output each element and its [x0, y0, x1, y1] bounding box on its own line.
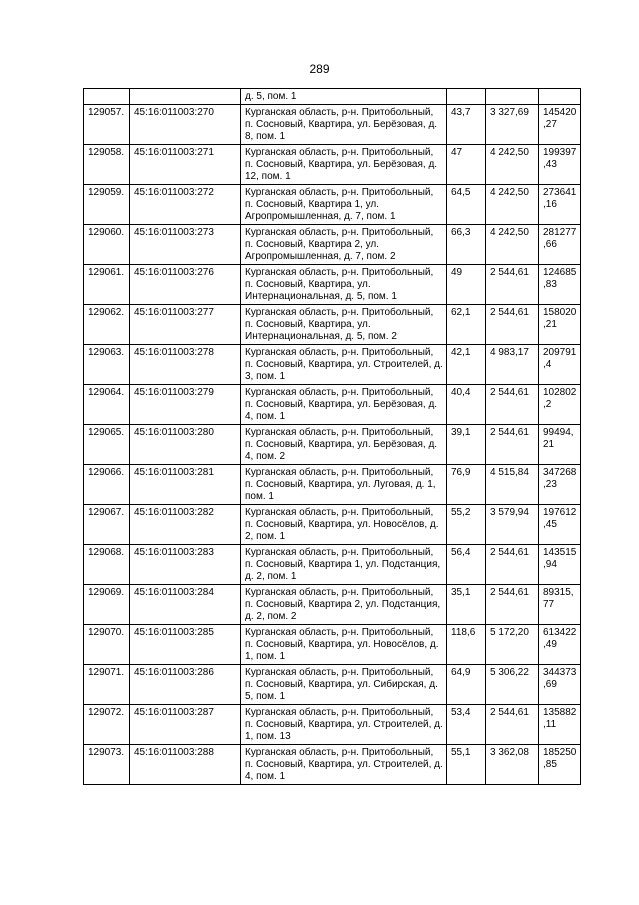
cell-cadastral-number: 45:16:011003:273 [130, 225, 241, 265]
cell-area: 40,4 [447, 385, 486, 425]
table-row-continuation [84, 89, 581, 105]
cell-row-number: 129061. [84, 265, 130, 305]
cell-rate: 3 327,69 [486, 105, 539, 145]
cell-area: 64,9 [447, 665, 486, 705]
table-row [84, 505, 581, 545]
cell-area: 55,1 [447, 745, 486, 785]
table-row [84, 585, 581, 625]
table-row [84, 465, 581, 505]
cell-cadastral-number: 45:16:011003:280 [130, 425, 241, 465]
table-row [84, 265, 581, 305]
cell-cadastral-value: 613422,49 [539, 625, 581, 665]
table-row [84, 705, 581, 745]
cell-cadastral-value: 135882,11 [539, 705, 581, 745]
cell-row-number: 129069. [84, 585, 130, 625]
cell-rate: 4 983,17 [486, 345, 539, 385]
page-number: 289 [309, 62, 330, 76]
cell-cadastral-number: 45:16:011003:272 [130, 185, 241, 225]
cell-rate: 5 306,22 [486, 665, 539, 705]
cell-cadastral-value: 102802,2 [539, 385, 581, 425]
cell-row-number: 129070. [84, 625, 130, 665]
cell-cadastral-value: 185250,85 [539, 745, 581, 785]
cell-cadastral-value: 89315,77 [539, 585, 581, 625]
cell-row-number [84, 89, 130, 105]
cell-address: Курганская область, р-н. Притобольный, п. Сосновый, Квартира, ул. Строителей, д. 3, пом. 1 [241, 345, 447, 385]
cell-row-number: 129062. [84, 305, 130, 345]
cell-address: Курганская область, р-н. Притобольный, п. Сосновый, Квартира, ул. Интернациональная, д. 5, пом. 1 [241, 265, 447, 305]
cell-cadastral-number [130, 89, 241, 105]
cell-row-number: 129059. [84, 185, 130, 225]
cell-rate: 4 515,84 [486, 465, 539, 505]
cell-cadastral-value: 143515,94 [539, 545, 581, 585]
table-row [84, 225, 581, 265]
cell-area [447, 89, 486, 105]
cell-cadastral-value: 199397,43 [539, 145, 581, 185]
cell-area: 56,4 [447, 545, 486, 585]
cell-rate: 2 544,61 [486, 265, 539, 305]
cell-cadastral-value: 145420,27 [539, 105, 581, 145]
cell-address: Курганская область, р-н. Притобольный, п. Сосновый, Квартира, ул. Берёзовая, д. 4, пом. 2 [241, 425, 447, 465]
cell-rate: 3 579,94 [486, 505, 539, 545]
cell-address: Курганская область, р-н. Притобольный, п. Сосновый, Квартира 1, ул. Агропромышленная, д. 7, пом. 1 [241, 185, 447, 225]
cell-rate: 2 544,61 [486, 385, 539, 425]
cell-address: Курганская область, р-н. Притобольный, п. Сосновый, Квартира, ул. Новосёлов, д. 1, пом. 1 [241, 625, 447, 665]
cell-cadastral-number: 45:16:011003:278 [130, 345, 241, 385]
cell-cadastral-number: 45:16:011003:282 [130, 505, 241, 545]
table-row [84, 745, 581, 785]
cell-area: 39,1 [447, 425, 486, 465]
cell-rate: 2 544,61 [486, 585, 539, 625]
cell-area: 47 [447, 145, 486, 185]
cell-cadastral-value: 344373,69 [539, 665, 581, 705]
cell-row-number: 129057. [84, 105, 130, 145]
cell-cadastral-number: 45:16:011003:286 [130, 665, 241, 705]
cell-rate: 2 544,61 [486, 425, 539, 465]
registry-table-body [84, 89, 581, 785]
cell-address: Курганская область, р-н. Притобольный, п. Сосновый, Квартира, ул. Берёзовая, д. 8, пом. 1 [241, 105, 447, 145]
cell-area: 55,2 [447, 505, 486, 545]
cell-cadastral-number: 45:16:011003:271 [130, 145, 241, 185]
cell-cadastral-value: 197612,45 [539, 505, 581, 545]
cell-row-number: 129068. [84, 545, 130, 585]
cell-address: Курганская область, р-н. Притобольный, п. Сосновый, Квартира, ул. Сибирская, д. 5, пом. 1 [241, 665, 447, 705]
cell-address: Курганская область, р-н. Притобольный, п. Сосновый, Квартира, ул. Строителей, д. 4, пом. 1 [241, 745, 447, 785]
cell-row-number: 129064. [84, 385, 130, 425]
cell-area: 35,1 [447, 585, 486, 625]
cell-area: 64,5 [447, 185, 486, 225]
table-row [84, 345, 581, 385]
cell-address: Курганская область, р-н. Притобольный, п. Сосновый, Квартира, ул. Строителей, д. 1, пом. 13 [241, 705, 447, 745]
cell-row-number: 129071. [84, 665, 130, 705]
cell-address: Курганская область, р-н. Притобольный, п. Сосновый, Квартира, ул. Интернациональная, д. 5, пом. 2 [241, 305, 447, 345]
table-row [84, 425, 581, 465]
cell-cadastral-number: 45:16:011003:285 [130, 625, 241, 665]
cell-cadastral-value: 209791,4 [539, 345, 581, 385]
cell-rate: 4 242,50 [486, 185, 539, 225]
cell-cadastral-value: 99494,21 [539, 425, 581, 465]
table-row [84, 105, 581, 145]
cell-row-number: 129065. [84, 425, 130, 465]
cell-cadastral-number: 45:16:011003:288 [130, 745, 241, 785]
table-row [84, 665, 581, 705]
cell-address: Курганская область, р-н. Притобольный, п. Сосновый, Квартира, ул. Новосёлов, д. 2, пом. 1 [241, 505, 447, 545]
table-row [84, 305, 581, 345]
cell-address: Курганская область, р-н. Притобольный, п. Сосновый, Квартира, ул. Берёзовая, д. 12, пом. 1 [241, 145, 447, 185]
cell-address: Курганская область, р-н. Притобольный, п. Сосновый, Квартира 1, ул. Подстанция, д. 2, пом. 1 [241, 545, 447, 585]
cell-cadastral-number: 45:16:011003:270 [130, 105, 241, 145]
cell-cadastral-value: 347268,23 [539, 465, 581, 505]
cell-row-number: 129063. [84, 345, 130, 385]
registry-table [83, 88, 581, 785]
table-row [84, 545, 581, 585]
table-row [84, 385, 581, 425]
cell-row-number: 129066. [84, 465, 130, 505]
cell-area: 43,7 [447, 105, 486, 145]
cell-area: 49 [447, 265, 486, 305]
cell-rate: 4 242,50 [486, 145, 539, 185]
table-row [84, 185, 581, 225]
cell-cadastral-value: 124685,83 [539, 265, 581, 305]
cell-row-number: 129058. [84, 145, 130, 185]
cell-rate: 5 172,20 [486, 625, 539, 665]
cell-cadastral-number: 45:16:011003:276 [130, 265, 241, 305]
cell-rate [486, 89, 539, 105]
cell-cadastral-number: 45:16:011003:287 [130, 705, 241, 745]
cell-cadastral-value [539, 89, 581, 105]
cell-cadastral-value: 273641,16 [539, 185, 581, 225]
cell-cadastral-number: 45:16:011003:284 [130, 585, 241, 625]
cell-rate: 3 362,08 [486, 745, 539, 785]
cell-address: д. 5, пом. 1 [241, 89, 447, 105]
cell-row-number: 129072. [84, 705, 130, 745]
cell-area: 62,1 [447, 305, 486, 345]
cell-cadastral-number: 45:16:011003:277 [130, 305, 241, 345]
cell-cadastral-number: 45:16:011003:279 [130, 385, 241, 425]
cell-row-number: 129067. [84, 505, 130, 545]
cell-address: Курганская область, р-н. Притобольный, п. Сосновый, Квартира, ул. Луговая, д. 1, пом. 1 [241, 465, 447, 505]
cell-address: Курганская область, р-н. Притобольный, п. Сосновый, Квартира 2, ул. Агропромышленная, д. 7, пом. 2 [241, 225, 447, 265]
cell-cadastral-value: 158020,21 [539, 305, 581, 345]
cell-area: 66,3 [447, 225, 486, 265]
cell-address: Курганская область, р-н. Притобольный, п. Сосновый, Квартира 2, ул. Подстанция, д. 2, пом. 2 [241, 585, 447, 625]
cell-area: 118,6 [447, 625, 486, 665]
cell-cadastral-number: 45:16:011003:281 [130, 465, 241, 505]
cell-area: 42,1 [447, 345, 486, 385]
cell-area: 53,4 [447, 705, 486, 745]
table-row [84, 625, 581, 665]
cell-cadastral-number: 45:16:011003:283 [130, 545, 241, 585]
cell-rate: 2 544,61 [486, 545, 539, 585]
cell-cadastral-value: 281277,66 [539, 225, 581, 265]
cell-rate: 2 544,61 [486, 305, 539, 345]
cell-area: 76,9 [447, 465, 486, 505]
table-row [84, 145, 581, 185]
cell-row-number: 129060. [84, 225, 130, 265]
cell-address: Курганская область, р-н. Притобольный, п. Сосновый, Квартира, ул. Берёзовая, д. 4, пом. 1 [241, 385, 447, 425]
cell-row-number: 129073. [84, 745, 130, 785]
cell-rate: 4 242,50 [486, 225, 539, 265]
cell-rate: 2 544,61 [486, 705, 539, 745]
